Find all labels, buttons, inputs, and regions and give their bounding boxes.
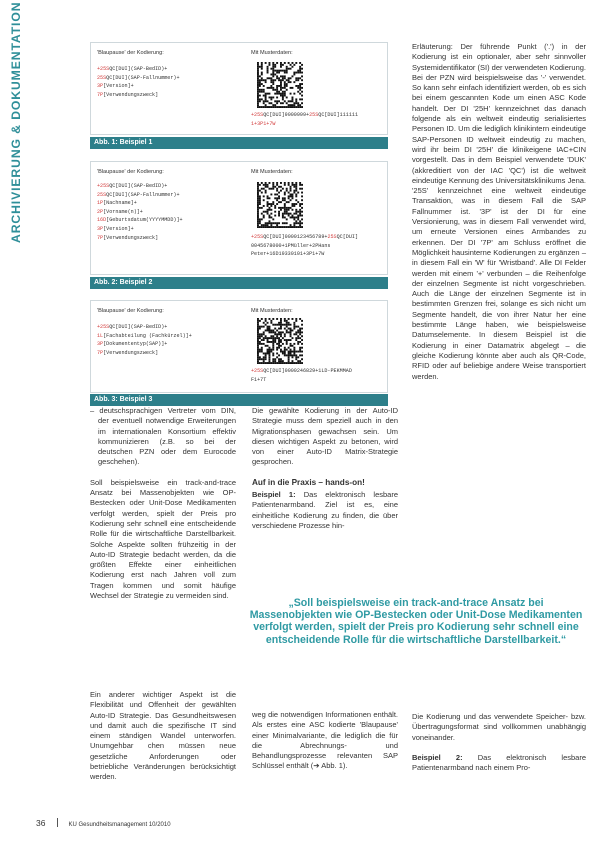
- left-column-top: [90, 406, 236, 601]
- figure-box-1: [90, 42, 388, 135]
- datamatrix-code: [257, 182, 303, 228]
- example-label: Mit Musterdaten:: [251, 169, 293, 175]
- example-label: Mit Musterdaten:: [251, 50, 293, 56]
- page-number: 36: [36, 818, 46, 828]
- paragraph: Ein anderer wichtiger Aspekt ist die Flexibilität und Offenheit der gewählten Auto-ID Strategie. Das Gesundheitswesen und damit auch die spezifische IT sind einem ständigen Wandel unterworfen. Unumgehbar chen müssen neue gesetzliche Anforderungen oder betriebliche Veränderungen berücksichtigt werden.: [90, 690, 236, 782]
- figure-box-3: [90, 300, 388, 393]
- paragraph: Beispiel 1: Das elektronisch lesbare Patientenarmband. Ziel ist es, eine einheitliche Kodierung zu finden, die über verschiedene Prozesse hin-: [252, 490, 398, 530]
- section-heading: Auf in die Praxis – hands-on!: [252, 477, 365, 487]
- section-label: [6, 1, 30, 243]
- magazine-name: KU Gesundheitsmanagement 10/2010: [68, 822, 171, 828]
- paragraph: Die Kodierung und das verwendete Speicher- bzw. Übertragungsformat sind vollkommen unabhängig voneinander.: [412, 712, 586, 742]
- figure-caption-2: Abb. 2: Beispiel 2: [90, 277, 388, 289]
- page-footer: [36, 818, 171, 828]
- example-label: Mit Musterdaten:: [251, 308, 293, 314]
- figure-caption-3: Abb. 3: Beispiel 3: [90, 394, 388, 406]
- datamatrix-code: [257, 318, 303, 364]
- bullet-text: – deutschsprachigen Vertreter vom DIN, der eventuell notwendige Erweiterungen im internationalen Konsortium effektiv kommunizieren (z.B. so bei der deutschen PZN oder dem Eurocode geschehen).: [90, 406, 236, 467]
- paragraph: Beispiel 2: Das elektronisch lesbare Patientenarmband nach einem Pro-: [412, 752, 586, 773]
- figure-caption-1: Abb. 1: Beispiel 1: [90, 137, 388, 149]
- code-example: +25SQC[DUI]0000246829+1LD-PEKMMAD F1+7T: [251, 368, 352, 383]
- blueprint-label: 'Blaupause' der Kodierung:: [97, 50, 164, 56]
- figure-box-2: [90, 161, 388, 275]
- left-column-bottom: [90, 690, 236, 783]
- pull-quote: „Soll beispielsweise ein track-and-trace Ansatz bei Massenobjekten wie OP-Bestecken oder Unit-Dose Medikamenten verfolgt werden, spielt der Preis pro Kodierung sehr schnell eine entscheidende Rolle für die wirtschaftliche Darstellbarkeit.“: [249, 597, 583, 646]
- paragraph: weg die notwendigen Informationen enthält. Als erstes eine ASC kodierte 'Blaupause' einer Minimalvariante, die lediglich die für die Abrechnungs- und Behandlungsprozesse relevanten SAP Schlüssel enthält (➔ Abb. 1).: [252, 710, 398, 771]
- code-blueprint: +25SQC[DUI](SAP-BedID)+ 25SQC[DUI](SAP-Fallnummer)+ 1P[Nachname]+ 2P[Vorname(n)]+ 16D[Geburtsdatum(YYYYMMDD)]+ 3P[Version]+ 7P[Verwendungszweck]: [97, 183, 183, 241]
- blueprint-label: 'Blaupause' der Kodierung:: [97, 169, 164, 175]
- paragraph: Die gewählte Kodierung in der Auto-ID Strategie muss dem speziell auch in den Migrationsphasen gewachsen sein. Um diesen wichtigen Aspekt zu betonen, wird von einer Auto-ID Matrix-Strategie gesprochen.: [252, 406, 398, 467]
- code-example: +25SQC[DUI]0000123456789+25SQC[DUI] 0045678000+1PMüller+2PHans Peter+16D19330101+3P1+7W: [251, 234, 359, 258]
- code-blueprint: +25SQC[DUI](SAP-BedID)+ 1L[Fachabteilung (Fachkürzel)]+ 3P[Dokumententyp(SAP)]+ 7P[Verwendungszweck]: [97, 324, 192, 356]
- middle-column-bottom: [252, 710, 398, 772]
- right-column-top: [412, 42, 586, 382]
- code-blueprint: +25SQC[DUI](SAP-BedID)+ 25SQC[DUI](SAP-Fallnummer)+ 3P[Version]+ 7P[Verwendungszweck]: [97, 66, 180, 98]
- datamatrix-code: [257, 62, 303, 108]
- paragraph: Erläuterung: Der führende Punkt ('.') in der Kodierung ist ein optionaler, aber sehr sinnvoller Systemidentifikator (SI) der verwendeten Kodierung. Bei der PZN wird beispielsweise das '-' verwendet. So kann sehr einfach identifiziert werden, ob es sich bei einem gescannten Kode um einen ASC Kode handelt. Der DI '25H' kennzeichnet das danach folgende als ein weltweit eindeutig serialisiertes Personen ID. Um die lediglich klinikintern eindeutige SAP-Personen ID weltweit eindeutig zu machen, wird ihr beim DI '25H' die klinikeigene IAC+CIN vorgestellt. Das in dem Beispiel verwendete 'DUK' (akkreditiert von der IAC 'QC') ist die weltweit eindeutige Kennung des Universitätsklinikums Jena. '25S' kennzeichnet eine weltweit eindeutige Transaktion, was in diesem Fall die SAP Fallnummer ist. '3P' ist der DI für eine Versionierung, was in diesem Fall verwendet wird, um erneute Versionen eines Armbandes zu erkennen. Der DI '7P' am Schluss eröffnet die Möglichkeit hausinterne Kodierungen zu ergänzen – in diesem Fall ein 'W' für 'Wristband'. Alle DI Felder werden mit einem '+' verbunden – die Reihenfolge der einzelnen Segmente ist nicht vorgeschrieben. Auch die Länge der einzelnen Segmente ist in bestimmten Grenzen frei, solange es sich nicht um Segmente handelt, die von ihrer Natur her eine bestimmte Länge haben, wie beispielsweise Datumselemente. In diesem Beispiel ist die Kodierung in einer Datamatrix abgelegt – die gleiche Kodierung könnte aber auch als QR-Code, RFID oder auf beliebige andere Weise transportiert werden.: [412, 42, 586, 381]
- section-label-text: ARCHIVIERUNG & DOKUMENTATION: [9, 1, 23, 243]
- right-column-bottom: [412, 712, 586, 773]
- paragraph: Soll beispielsweise ein track-and-trace Ansatz bei Massenobjekten wie OP-Bestecken oder Unit-Dose Medikamenten verfolgt werden, spielt der Preis pro Kodierung sehr schnell eine entscheidende Rolle für die wirtschaftliche Darstellbarkeit. Solche Aspekte sollten frühzeitig in der Auto-ID Strategie bedacht werden, da die größten Effekte einer einheitlichen Kodierung erst nach Jahren voll zum Tragen kommen und somit häufige Wechsel der Strategie zu vermeiden sind.: [90, 477, 236, 601]
- code-example: +25SQC[DUI]9000999+25SQC[DUI]111111 1+3P1+7W: [251, 112, 359, 127]
- middle-column-top: [252, 406, 398, 531]
- blueprint-label: 'Blaupause' der Kodierung:: [97, 308, 164, 314]
